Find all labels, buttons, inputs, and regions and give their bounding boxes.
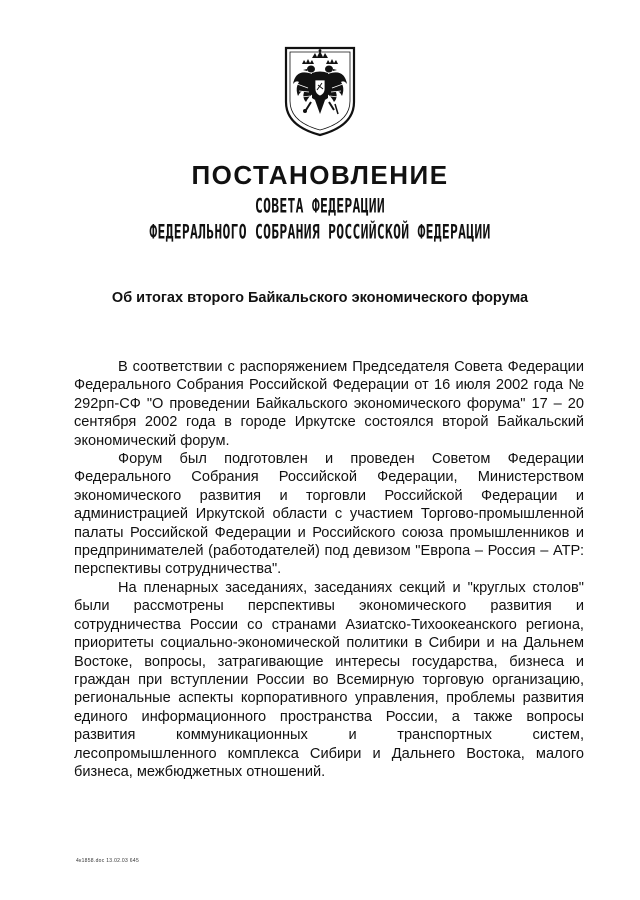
document-heading: Об итогах второго Байкальского экономического форума: [111, 290, 529, 306]
body-paragraph-3: На пленарных заседаниях, заседаниях секций и "круглых столов" были рассмотрены перспективы экономического развития и сотрудничества России со странами Азиатско-Тихоокеанского региона, приоритеты социально-экономической политики в Сибири и на Дальнем Востоке, вопросы, затрагивающие интересы государства, бизнеса и граждан при вступлении России во Всемирную торговую организацию, региональные аспекты корпоративного управления, проблемы развития единого информационного пространства России, а также вопросы развития коммуникационных и транспортных систем, лесопромышленного комплекса Сибири и Дальнего Востока, малого бизнеса, межбюджетных отношений.: [74, 579, 584, 780]
issuer-line-2: ФЕДЕРАЛЬНОГО СОБРАНИЯ РОССИЙСКОЙ ФЕДЕРАЦИИ: [149, 222, 491, 245]
document-body: [74, 358, 584, 781]
file-reference-code: 4к1858.doc 13.02.03 645: [76, 858, 140, 864]
document-type-title: ПОСТАНОВЛЕНИЕ: [191, 160, 449, 190]
body-paragraph-1: В соответствии с распоряжением Председателя Совета Федерации Федерального Собрания Российской Федерации от 16 июля 2002 года № 292рп-СФ "О проведении Байкальского экономического форума" 17 – 20 сентября 2002 года в городе Иркутске состоялся второй Байкальский экономический форум.: [74, 359, 584, 449]
russian-coat-of-arms-icon: [282, 44, 358, 138]
issuer-line-1: СОВЕТА ФЕДЕРАЦИИ: [254, 196, 386, 219]
body-paragraph-2: Форум был подготовлен и проведен Советом Федерации Федерального Собрания Российской Федерации, Министерством экономического развития и торговли Российской Федерации и администрацией Иркутской области с участием Торгово-промышленной палаты Российской Федерации и Российского союза промышленников и предпринимателей (работодателей) под девизом "Европа – Россия – АТР: перспективы сотрудничества".: [74, 451, 584, 578]
